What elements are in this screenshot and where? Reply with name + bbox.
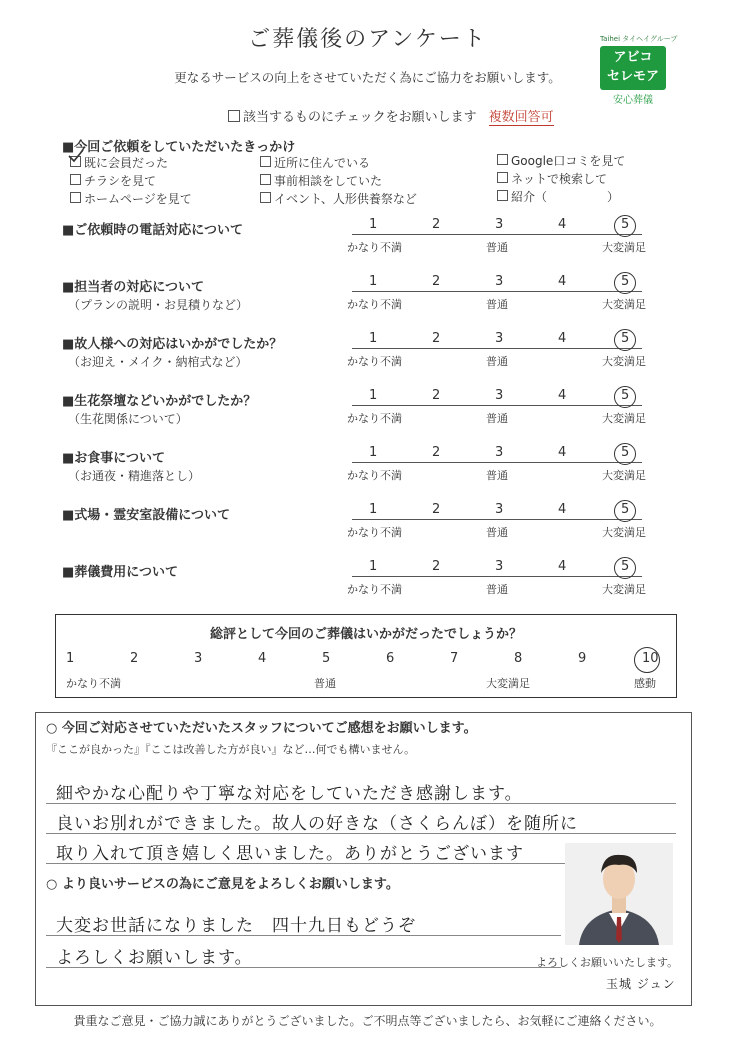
selected-circle [614, 500, 636, 522]
selected-circle [614, 329, 636, 351]
option-referral[interactable]: 紹介（ ） [497, 188, 619, 205]
selected-circle [614, 557, 636, 579]
scale-line [352, 348, 642, 349]
staff-comment-line: 細やかな心配りや丁寧な対応をしていただき感謝します。 [56, 784, 523, 804]
scale-number[interactable]: 2 [432, 445, 441, 460]
opinion-heading: ○ より良いサービスの為にご意見をよろしくお願いします。 [46, 877, 399, 892]
scale-label-low: かなり不満 [347, 526, 402, 539]
footer-note: 貴重なご意見・ご協力誠にありがとうございました。ご不明点等ございましたら、お気軽にご連絡ください。 [73, 1014, 662, 1028]
selected-circle [614, 386, 636, 408]
scale-number[interactable]: 5 [621, 445, 630, 460]
staff-name: 玉城 ジュン [606, 977, 676, 991]
scale-number[interactable]: 1 [369, 331, 378, 346]
scale-line [352, 576, 642, 577]
scale-line [352, 462, 642, 463]
overall-scale-number[interactable]: 10 [642, 651, 659, 666]
scale-number[interactable]: 1 [369, 559, 378, 574]
question-subtitle: （お迎え・メイク・納棺式など） [68, 355, 248, 369]
scale-label-mid: 普通 [486, 526, 508, 539]
logo-tagline: 安心葬儀 [613, 95, 653, 106]
check-mark-icon [68, 149, 84, 163]
scale-label-high: 大変満足 [602, 241, 646, 254]
overall-scale-number[interactable]: 2 [130, 651, 139, 666]
scale-number[interactable]: 4 [558, 388, 567, 403]
logo-brand-1: アビコ [613, 50, 653, 65]
scale-label-high: 大変満足 [602, 298, 646, 311]
question-title: ■生花祭壇などいかがでしたか？ [62, 394, 257, 409]
selected-circle [614, 443, 636, 465]
overall-scale-number[interactable]: 4 [258, 651, 267, 666]
scale-line [352, 519, 642, 520]
scale-label-high: 大変満足 [602, 412, 646, 425]
overall-scale-number[interactable]: 9 [578, 651, 587, 666]
scale-label-low: かなり不満 [347, 355, 402, 368]
scale-label-low: かなり不満 [347, 583, 402, 596]
overall-label-top: 感動 [634, 677, 656, 690]
question-title: ■ご依頼時の電話対応について [62, 223, 244, 238]
overall-scale-number[interactable]: 5 [322, 651, 331, 666]
scale-number[interactable]: 5 [621, 388, 630, 403]
scale-label-low: かなり不満 [347, 412, 402, 425]
question-title: ■お食事について [62, 451, 166, 466]
scale-label-mid: 普通 [486, 355, 508, 368]
logo-group: Taihei タイヘイグループ [600, 35, 678, 43]
selected-circle [614, 215, 636, 237]
scale-number[interactable]: 2 [432, 217, 441, 232]
overall-scale-number[interactable]: 8 [514, 651, 523, 666]
question-title: ■式場・霊安室設備について [62, 508, 231, 523]
staff-comment-line: 取り入れて頂き嬉しく思いました。ありがとうございます [56, 844, 524, 864]
scale-label-mid: 普通 [486, 583, 508, 596]
scale-number[interactable]: 4 [558, 445, 567, 460]
option-member[interactable]: 既に会員だった [70, 154, 168, 171]
scale-number[interactable]: 3 [495, 559, 504, 574]
staff-photo [565, 843, 673, 945]
staff-comment-line: 良いお別れができました。故人の好きな（さくらんぼ）を随所に [56, 814, 578, 834]
scale-label-low: かなり不満 [347, 241, 402, 254]
overall-scale-number[interactable]: 1 [66, 651, 75, 666]
question-subtitle: （生花関係について） [68, 412, 188, 426]
overall-label-low: かなり不満 [66, 677, 121, 690]
scale-number[interactable]: 5 [621, 274, 630, 289]
option-google[interactable]: Google口コミを見て [497, 152, 625, 169]
scale-number[interactable]: 1 [369, 502, 378, 517]
multiple-answer-note: 複数回答可 [488, 110, 554, 125]
scale-number[interactable]: 3 [495, 388, 504, 403]
logo-box [600, 46, 666, 90]
scale-number[interactable]: 3 [495, 502, 504, 517]
scale-label-high: 大変満足 [602, 469, 646, 482]
scale-label-mid: 普通 [486, 241, 508, 254]
question-title: ■故人様への対応はいかがでしたか？ [62, 337, 283, 352]
opinion-line: 大変お世話になりました 四十九日もどうぞ [56, 916, 416, 936]
option-consult[interactable]: 事前相談をしていた [260, 172, 382, 189]
scale-label-low: かなり不満 [347, 298, 402, 311]
scale-number[interactable]: 4 [558, 274, 567, 289]
scale-number[interactable]: 4 [558, 502, 567, 517]
scale-label-mid: 普通 [486, 469, 508, 482]
overall-scale-number[interactable]: 6 [386, 651, 395, 666]
scale-number[interactable]: 5 [621, 502, 630, 517]
selected-circle [614, 272, 636, 294]
question-subtitle: （お通夜・精進落とし） [68, 469, 201, 483]
scale-number[interactable]: 2 [432, 502, 441, 517]
scale-number[interactable]: 3 [495, 274, 504, 289]
overall-label-mid: 普通 [314, 677, 336, 690]
staff-heading: ○ 今回ご対応させていただいたスタッフについてご感想をお願いします。 [46, 721, 477, 736]
scale-number[interactable]: 2 [432, 559, 441, 574]
question-title: ■担当者の対応について [62, 280, 205, 295]
overall-scale-number[interactable]: 3 [194, 651, 203, 666]
overall-title: 総評として今回のご葬儀はいかがだったでしょうか？ [209, 627, 522, 642]
option-neighbor[interactable]: 近所に住んでいる [260, 154, 370, 171]
page-subtitle: 更なるサービスの向上をさせていただく為にご協力をお願いします。 [174, 70, 561, 85]
scale-number[interactable]: 4 [558, 217, 567, 232]
scale-number[interactable]: 5 [621, 559, 630, 574]
scale-label-mid: 普通 [486, 298, 508, 311]
page-title: ご葬儀後のアンケート [248, 27, 487, 52]
scale-label-high: 大変満足 [602, 526, 646, 539]
scale-label-low: かなり不満 [347, 469, 402, 482]
scale-line [352, 234, 642, 235]
scale-label-high: 大変満足 [602, 583, 646, 596]
scale-label-high: 大変満足 [602, 355, 646, 368]
scale-line [352, 405, 642, 406]
scale-number[interactable]: 1 [369, 388, 378, 403]
option-event[interactable]: イベント、人形供養祭など [260, 190, 417, 207]
scale-number[interactable]: 2 [432, 331, 441, 346]
scale-number[interactable]: 5 [621, 331, 630, 346]
staff-message: よろしくお願いいたします。 [536, 956, 679, 969]
staff-hint: 『ここが良かった』『ここは改善した方が良い』など…何でも構いません。 [46, 743, 416, 756]
scale-label-mid: 普通 [486, 412, 508, 425]
scale-number[interactable]: 3 [495, 445, 504, 460]
question-subtitle: （プランの説明・お見積りなど） [68, 298, 249, 312]
check-instruction: 該当するものにチェックをお願いします 複数回答可 [228, 106, 554, 125]
question-title: ■葬儀費用について [62, 565, 179, 580]
scale-number[interactable]: 5 [621, 217, 630, 232]
logo-brand-2: セレモア [606, 69, 659, 84]
scale-number[interactable]: 3 [495, 331, 504, 346]
q1-title: ■今回ご依頼をしていただいたきっかけ [62, 140, 296, 155]
scale-number[interactable]: 2 [432, 274, 441, 289]
option-homepage[interactable]: ホームページを見て [70, 190, 192, 207]
overall-box [55, 614, 677, 698]
company-logo [600, 34, 678, 106]
scale-line [352, 291, 642, 292]
overall-label-high: 大変満足 [486, 677, 530, 690]
overall-scale-number[interactable]: 7 [450, 651, 459, 666]
option-search[interactable]: ネットで検索して [497, 170, 607, 187]
scale-number[interactable]: 4 [558, 331, 567, 346]
scale-number[interactable]: 4 [558, 559, 567, 574]
scale-number[interactable]: 1 [369, 217, 378, 232]
option-flyer[interactable]: チラシを見て [70, 172, 156, 189]
scale-number[interactable]: 1 [369, 445, 378, 460]
scale-number[interactable]: 3 [495, 217, 504, 232]
overall-selected-circle [634, 647, 660, 673]
opinion-line: よろしくお願いします。 [56, 948, 253, 968]
checkbox-icon [228, 110, 240, 122]
scale-number[interactable]: 2 [432, 388, 441, 403]
scale-number[interactable]: 1 [369, 274, 378, 289]
